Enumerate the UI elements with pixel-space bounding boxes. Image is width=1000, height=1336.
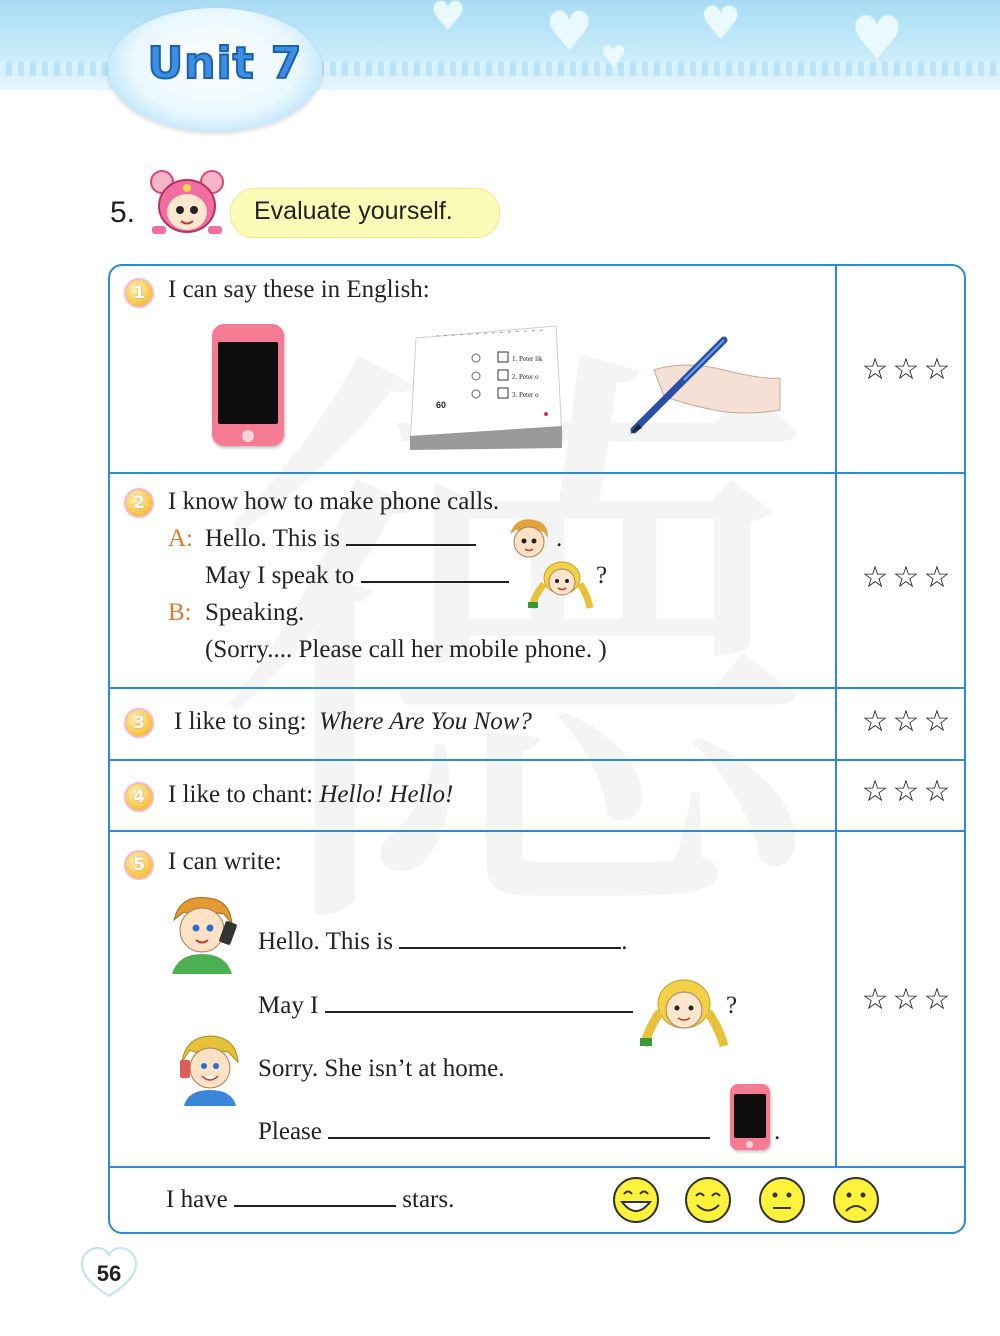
heart-icon: ♥: [600, 40, 627, 75]
dialogue-punctuation: .: [556, 525, 563, 552]
dialogue-line: May I speak to: [205, 562, 509, 590]
heart-icon: ♥: [430, 0, 466, 40]
write-line: Sorry. She isn’t at home.: [258, 1055, 505, 1082]
write-line: Please: [258, 1118, 710, 1146]
svg-text:3. Peter o: 3. Peter o: [512, 391, 539, 399]
answer-blank: [361, 581, 509, 583]
row-divider: [110, 687, 964, 689]
mobile-phone-icon: [212, 324, 284, 446]
row-number-badge: 3: [124, 708, 154, 738]
write-punctuation: .: [774, 1118, 781, 1145]
answer-blank: [346, 544, 476, 546]
girl-face-icon: [640, 974, 736, 1054]
stars-column-divider: [835, 266, 837, 1168]
write-line: Hello. This is .: [258, 928, 628, 955]
row-5-prompt: I can write:: [168, 848, 282, 875]
chant-title: Hello! Hello!: [319, 781, 454, 808]
row-number-badge: 1: [124, 278, 154, 308]
row-1-prompt: I can say these in English:: [168, 276, 430, 303]
speaker-b-label: B:: [168, 599, 192, 626]
smiling-face-icon[interactable]: [684, 1176, 732, 1224]
rating-stars[interactable]: ☆☆☆: [861, 774, 955, 809]
girl-face-icon: [528, 556, 602, 612]
rating-stars[interactable]: ☆☆☆: [861, 352, 955, 387]
answer-blank: [328, 1137, 710, 1139]
row-divider: [110, 1166, 964, 1168]
mobile-phone-icon: [730, 1084, 770, 1150]
dialogue-punctuation: ?: [596, 562, 608, 589]
rating-stars[interactable]: ☆☆☆: [861, 704, 955, 739]
speaker-a-label: A:: [168, 525, 193, 552]
unit-title: Unit 7: [147, 38, 303, 89]
neutral-face-icon[interactable]: [758, 1176, 806, 1224]
answer-blank: [399, 947, 621, 949]
dialogue-line: (Sorry.... Please call her mobile phone. ): [205, 636, 607, 663]
boy-on-phone-icon: [172, 1032, 252, 1106]
row-number-badge: 4: [124, 782, 154, 812]
heart-icon: ♥: [850, 4, 904, 74]
boy-face-icon: [506, 516, 552, 560]
svg-text:1. Peter lik: 1. Peter lik: [512, 355, 543, 363]
answer-blank: [325, 1011, 633, 1013]
svg-text:60: 60: [436, 400, 447, 410]
page-number: 56: [96, 1261, 122, 1286]
heart-icon: ♥: [700, 0, 742, 50]
row-4-prompt: I like to chant: Hello! Hello!: [168, 781, 454, 808]
hand-writing-pen-icon: [624, 330, 784, 436]
rating-stars[interactable]: ☆☆☆: [861, 982, 955, 1017]
heart-icon: ♥: [545, 0, 594, 63]
test-paper-icon: [406, 318, 566, 450]
song-title: Where Are You Now?: [319, 708, 532, 735]
evaluation-table: [108, 264, 966, 1234]
row-divider: [110, 472, 964, 474]
sad-face-icon[interactable]: [832, 1176, 880, 1224]
row-number-badge: 5: [124, 850, 154, 880]
stars-total-line: I have stars.: [166, 1186, 455, 1213]
answer-blank: [234, 1205, 396, 1207]
row-2-prompt: I know how to make phone calls.: [168, 488, 500, 515]
dialogue-line: Speaking.: [205, 599, 305, 626]
row-divider: [110, 830, 964, 832]
boy-on-phone-icon: [164, 892, 248, 974]
rating-stars[interactable]: ☆☆☆: [861, 560, 955, 595]
laughing-face-icon[interactable]: [612, 1176, 660, 1224]
row-3-prompt: I like to sing: Where Are You Now?: [174, 708, 532, 735]
row-number-badge: 2: [124, 488, 154, 518]
section-number: 5.: [110, 196, 136, 229]
write-line: May I: [258, 992, 633, 1020]
write-punctuation: ?: [726, 992, 738, 1019]
svg-text:2. Peter o: 2. Peter o: [512, 373, 539, 381]
dialogue-line: Hello. This is: [205, 525, 476, 553]
row-divider: [110, 759, 964, 761]
girl-mascot-icon: [148, 168, 226, 238]
section-title: Evaluate yourself.: [254, 197, 453, 225]
